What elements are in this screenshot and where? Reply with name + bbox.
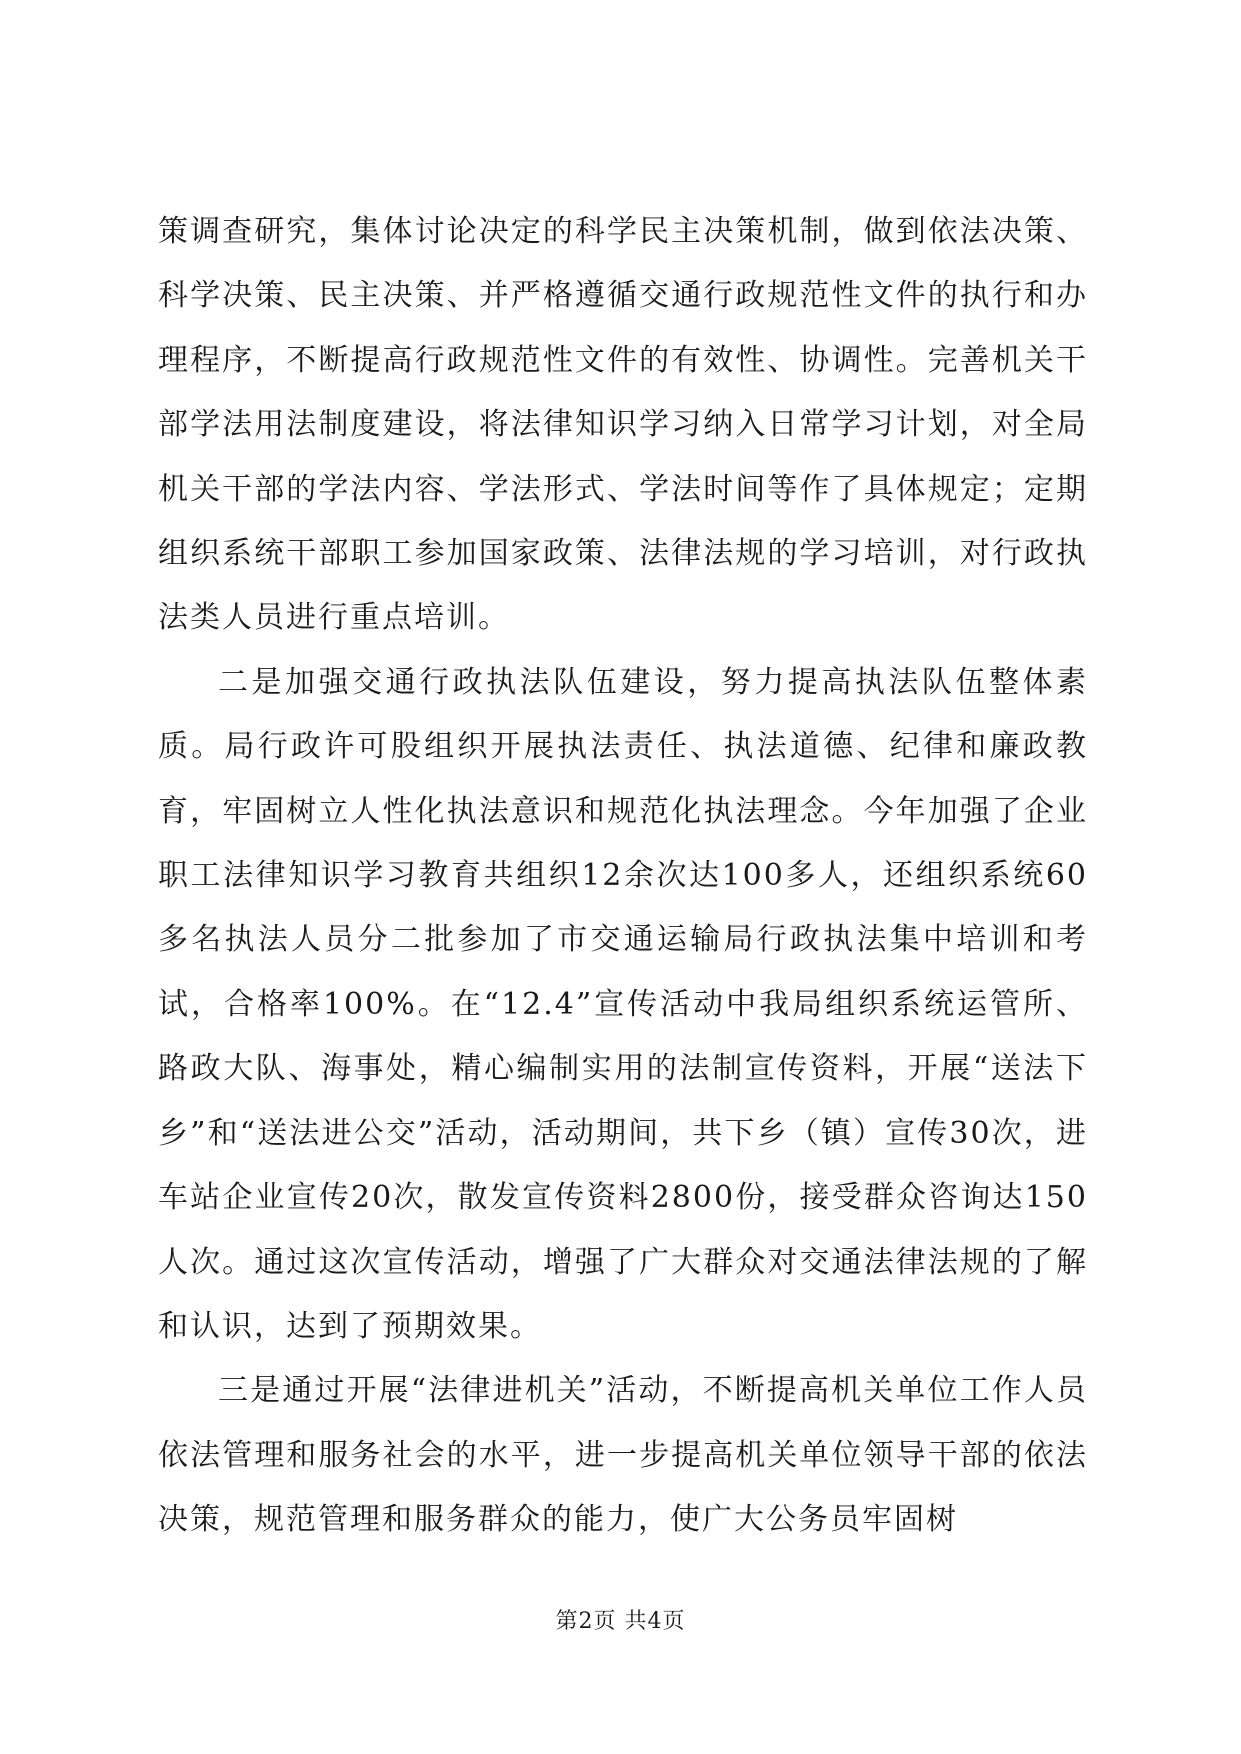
paragraph-3: 三是通过开展“法律进机关”活动，不断提高机关单位工作人员依法管理和服务社会的水平，进一步提高机关单位领导干部的依法决策，规范管理和服务群众的能力，使广大公务员牢固树 xyxy=(158,1373,1088,1538)
page-footer: 第2页 共4页 xyxy=(555,1609,686,1634)
document-body xyxy=(158,200,1088,1553)
paragraph-2: 二是加强交通行政执法队伍建设，努力提高执法队伍整体素质。局行政许可股组织开展执法责任、执法道德、纪律和廉政教育，牢固树立人性化执法意识和规范化执法理念。今年加强了企业职工法律知识学习教育共组织12余次达100多人，还组织系统60多名执法人员分二批参加了市交通运输局行政执法集中培训和考试，合格率100%。在“12.4”宣传活动中我局组织系统运管所、路政大队、海事处，精心编制实用的法制宣传资料，开展“送法下乡”和“送法进公交”活动，活动期间，共下乡（镇）宣传30次，进车站企业宣传20次，散发宣传资料2800份，接受群众咨询达150人次。通过这次宣传活动，增强了广大群众对交通法律法规的了解和认识，达到了预期效果。 xyxy=(158,664,1088,1344)
paragraph-1: 策调查研究，集体讨论决定的科学民主决策机制，做到依法决策、科学决策、民主决策、并严格遵循交通行政规范性文件的执行和办理程序，不断提高行政规范性文件的有效性、协调性。完善机关干部学法用法制度建设，将法律知识学习纳入日常学习计划，对全局机关干部的学法内容、学法形式、学法时间等作了具体规定；定期组织系统干部职工参加国家政策、法律法规的学习培训，对行政执法类人员进行重点培训。 xyxy=(158,214,1088,636)
